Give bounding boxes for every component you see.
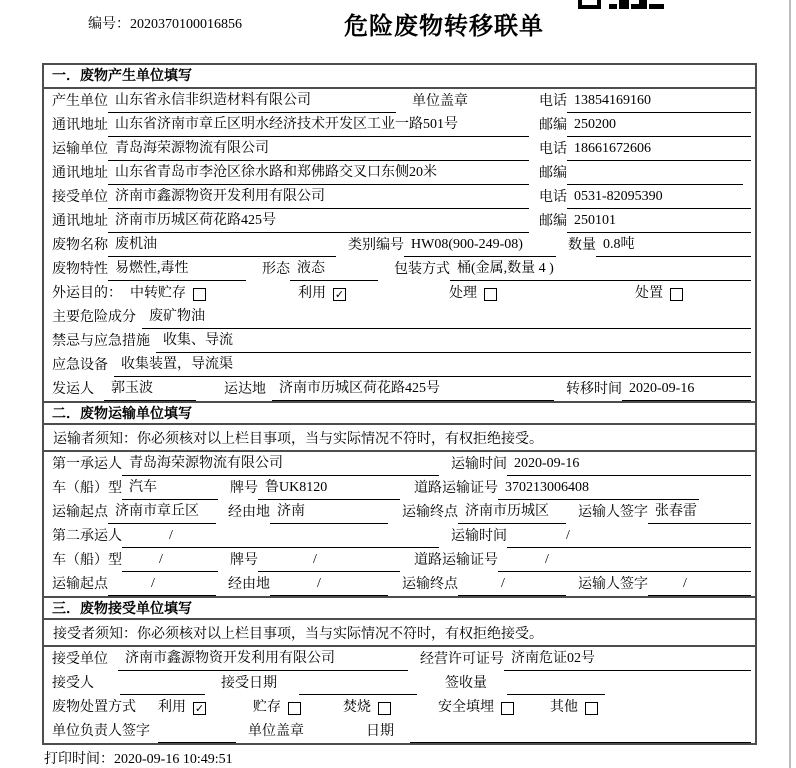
receiver-notice: 接受者须知：你必须核对以上栏目事项，当与实际情况不符时，有权拒绝接受。 xyxy=(44,620,755,647)
transporter-label: 运输单位 xyxy=(52,142,108,157)
row-carrier1 xyxy=(44,452,755,476)
vehicle-type-value: 汽车 xyxy=(122,478,218,500)
origin-label: 运输起点 xyxy=(52,505,108,520)
origin-value: / xyxy=(108,574,216,596)
via-label: 经由地 xyxy=(228,577,270,592)
transporter-notice: 运输者须知：你必须核对以上栏目事项，当与实际情况不符时，有权拒绝接受。 xyxy=(44,425,755,452)
row-accept-unit xyxy=(44,647,755,671)
serial-label: 编号： xyxy=(88,17,130,32)
checkbox-other xyxy=(585,702,598,715)
checkbox-transfer-label: 中转贮存 xyxy=(130,286,186,301)
checkbox-burn-label: 焚烧 xyxy=(343,700,371,715)
row-taboo xyxy=(44,329,755,353)
phone-value: 0531-82095390 xyxy=(567,187,751,209)
carrier1-label: 第一承运人 xyxy=(52,457,122,472)
origin-label: 运输起点 xyxy=(52,577,108,592)
row-route2 xyxy=(44,572,755,596)
carrier-sign-label: 运输人签字 xyxy=(578,577,648,592)
row-route1 xyxy=(44,500,755,524)
phone-label: 电话 xyxy=(539,142,567,157)
via-label: 经由地 xyxy=(228,505,270,520)
unit-seal-label: 单位盖章 xyxy=(412,94,468,109)
vehicle-type-label: 车（船）型 xyxy=(52,481,122,496)
row-producer xyxy=(44,89,755,113)
qr-code-fragment xyxy=(578,0,664,10)
receiver-value: 济南市鑫源物资开发利用有限公司 xyxy=(108,187,529,209)
row-equipment xyxy=(44,353,755,377)
print-time-value: 2020-09-16 10:49:51 xyxy=(114,752,233,767)
hazard-label: 主要危险成分 xyxy=(52,310,136,325)
carrier-sign-label: 运输人签字 xyxy=(578,505,648,520)
equipment-value: 收集装置，导流渠 xyxy=(114,355,751,377)
transfer-time-value: 2020-09-16 xyxy=(622,379,751,401)
checkbox-use-label: 利用 xyxy=(158,700,186,715)
carrier-sign-value: 张春雷 xyxy=(648,502,751,524)
purpose-label: 外运目的： xyxy=(52,286,122,301)
checkbox-store-label: 贮存 xyxy=(253,700,281,715)
phone-value: 13854169160 xyxy=(567,91,751,113)
vehicle-type-label: 车（船）型 xyxy=(52,553,122,568)
accept-date-value xyxy=(299,674,417,695)
checkbox-dispose-label: 处置 xyxy=(635,286,663,301)
shipper-label: 发运人 xyxy=(52,382,94,397)
transporter-value: 青岛海荣源物流有限公司 xyxy=(108,139,529,161)
row-disposal xyxy=(44,695,755,719)
checkbox-treat xyxy=(484,288,497,301)
endpoint-value: / xyxy=(458,574,566,596)
producer-label: 产生单位 xyxy=(52,94,108,109)
waste-name-value: 废机油 xyxy=(108,235,336,257)
address-label: 通讯地址 xyxy=(52,118,108,133)
shipper-value: 郭玉波 xyxy=(104,379,196,401)
recipient-label: 接受人 xyxy=(52,676,94,691)
accept-unit-label: 接受单位 xyxy=(52,652,108,667)
row-vehicle1 xyxy=(44,476,755,500)
carrier2-label: 第二承运人 xyxy=(52,529,122,544)
zip-value xyxy=(567,164,743,185)
plate-value: / xyxy=(258,550,400,572)
row-shipper xyxy=(44,377,755,401)
phone-label: 电话 xyxy=(539,190,567,205)
transport-time-label: 运输时间 xyxy=(451,457,507,472)
plate-value: 鲁UK8120 xyxy=(258,478,400,500)
permit-label: 经营许可证号 xyxy=(420,652,504,667)
zip-value: 250101 xyxy=(567,211,751,233)
row-waste-character xyxy=(44,257,755,281)
row-vehicle2 xyxy=(44,548,755,572)
character-label: 废物特性 xyxy=(52,262,108,277)
responsible-sign-label: 单位负责人签字 xyxy=(52,724,150,739)
road-license-value: 370213006408 xyxy=(498,478,699,500)
date-label: 日期 xyxy=(366,724,394,739)
carrier-sign-value: / xyxy=(648,574,751,596)
unit-seal-label: 单位盖章 xyxy=(248,724,304,739)
via-value: 济南 xyxy=(270,502,388,524)
permit-value: 济南危证02号 xyxy=(504,649,751,671)
row-receiver xyxy=(44,185,755,209)
page-edge-line xyxy=(789,0,791,768)
road-license-value: / xyxy=(498,550,751,572)
road-license-label: 道路运输证号 xyxy=(414,553,498,568)
producer-value: 山东省永信非织造材料有限公司 xyxy=(108,91,396,113)
row-recipient xyxy=(44,671,755,695)
checkbox-bury xyxy=(501,702,514,715)
plate-label: 牌号 xyxy=(230,553,258,568)
address-value: 山东省济南市章丘区明水经济技术开发区工业一路501号 xyxy=(108,115,529,137)
checkbox-use: ✓ xyxy=(334,288,345,301)
vehicle-type-value: / xyxy=(122,550,218,572)
received-qty-label: 签收量 xyxy=(445,676,487,691)
character-value: 易燃性,毒性 xyxy=(108,259,246,281)
section2-title: 二．废物运输单位填写 xyxy=(44,401,755,425)
address-label: 通讯地址 xyxy=(52,214,108,229)
disposal-label: 废物处置方式 xyxy=(52,700,136,715)
row-purpose xyxy=(44,281,755,305)
origin-value: 济南市章丘区 xyxy=(108,502,216,524)
serial-value: 2020370100016856 xyxy=(130,17,242,32)
road-license-label: 道路运输证号 xyxy=(414,481,498,496)
category-label: 类别编号 xyxy=(348,238,404,253)
zip-label: 邮编 xyxy=(539,118,567,133)
address-value: 山东省青岛市李沧区徐水路和郑佛路交叉口东侧20米 xyxy=(108,163,529,185)
checkbox-treat-label: 处理 xyxy=(449,286,477,301)
waste-name-label: 废物名称 xyxy=(52,238,108,253)
phone-value: 18661672606 xyxy=(567,139,751,161)
print-time-label: 打印时间： xyxy=(44,752,114,767)
received-qty-value xyxy=(507,674,605,695)
address-label: 通讯地址 xyxy=(52,166,108,181)
category-value: HW08(900-249-08) xyxy=(404,235,556,257)
carrier2-value: / xyxy=(122,526,439,548)
page-title: 危险废物转移联单 xyxy=(344,12,544,40)
accept-unit-value: 济南市鑫源物资开发利用有限公司 xyxy=(118,649,408,671)
taboo-label: 禁忌与应急措施 xyxy=(52,334,150,349)
zip-label: 邮编 xyxy=(539,166,567,181)
checkbox-use: ✓ xyxy=(194,702,205,715)
equipment-label: 应急设备 xyxy=(52,358,108,373)
row-hazard xyxy=(44,305,755,329)
form-value: 液态 xyxy=(290,259,378,281)
transport-time-label: 运输时间 xyxy=(451,529,507,544)
print-time xyxy=(44,748,233,768)
row-transporter-address xyxy=(44,161,755,185)
date-value xyxy=(410,722,751,743)
quantity-value: 0.8吨 xyxy=(596,235,751,257)
checkbox-dispose xyxy=(670,288,683,301)
accept-date-label: 接受日期 xyxy=(221,676,277,691)
recipient-value xyxy=(120,674,205,695)
destination-value: 济南市历城区荷花路425号 xyxy=(272,379,554,401)
checkbox-use-label: 利用 xyxy=(298,286,326,301)
responsible-sign-value xyxy=(158,722,236,743)
row-producer-address xyxy=(44,113,755,137)
transfer-time-label: 转移时间 xyxy=(566,382,622,397)
quantity-label: 数量 xyxy=(568,238,596,253)
section3-title: 三．废物接受单位填写 xyxy=(44,596,755,620)
hazard-value: 废矿物油 xyxy=(142,307,751,329)
destination-label: 运达地 xyxy=(224,382,266,397)
form-label: 形态 xyxy=(262,262,290,277)
transport-time-value: 2020-09-16 xyxy=(507,454,751,476)
checkbox-burn xyxy=(378,702,391,715)
package-label: 包装方式 xyxy=(394,262,450,277)
row-carrier2 xyxy=(44,524,755,548)
endpoint-value: 济南市历城区 xyxy=(458,502,566,524)
carrier1-value: 青岛海荣源物流有限公司 xyxy=(122,454,439,476)
row-waste-name xyxy=(44,233,755,257)
checkbox-bury-label: 安全填埋 xyxy=(438,700,494,715)
address-value: 济南市历城区荷花路425号 xyxy=(108,211,529,233)
manifest-form xyxy=(42,63,757,745)
row-responsible-sign xyxy=(44,719,755,743)
section1-title: 一．废物产生单位填写 xyxy=(44,65,755,89)
via-value: / xyxy=(270,574,388,596)
phone-label: 电话 xyxy=(539,94,567,109)
row-transporter xyxy=(44,137,755,161)
endpoint-label: 运输终点 xyxy=(402,505,458,520)
checkbox-store xyxy=(288,702,301,715)
zip-value: 250200 xyxy=(567,115,751,137)
receiver-label: 接受单位 xyxy=(52,190,108,205)
zip-label: 邮编 xyxy=(539,214,567,229)
row-receiver-address xyxy=(44,209,755,233)
taboo-value: 收集、导流 xyxy=(156,331,751,353)
transport-time-value: / xyxy=(507,526,751,548)
document-header xyxy=(0,0,796,63)
checkbox-other-label: 其他 xyxy=(550,700,578,715)
checkbox-transfer xyxy=(193,288,206,301)
endpoint-label: 运输终点 xyxy=(402,577,458,592)
package-value: 桶(金属,数量 4 ) xyxy=(450,259,751,281)
plate-label: 牌号 xyxy=(230,481,258,496)
